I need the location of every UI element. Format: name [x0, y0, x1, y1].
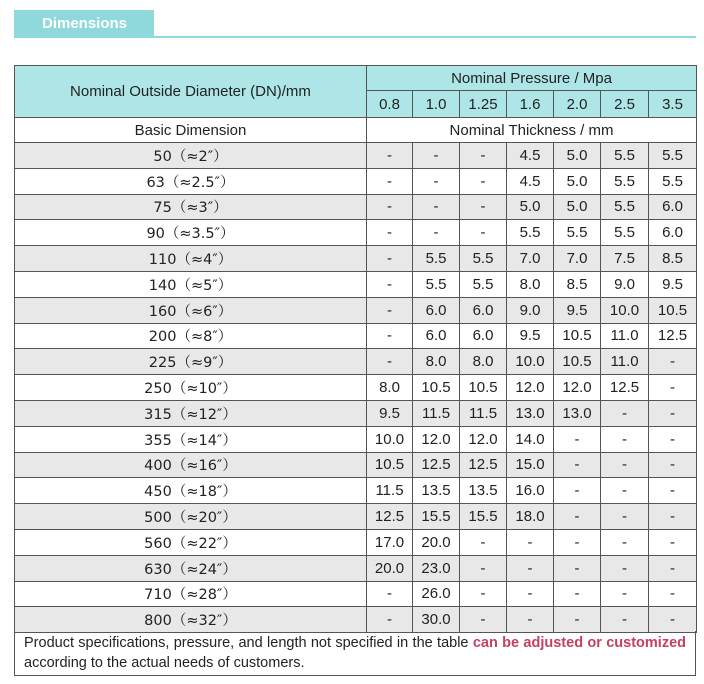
thickness-cell: - [367, 271, 413, 297]
thickness-cell: - [413, 168, 460, 194]
thickness-cell: - [507, 607, 554, 633]
section-divider [154, 36, 696, 38]
table-row [15, 581, 697, 607]
table-row [15, 375, 697, 401]
thickness-cell: 5.0 [554, 194, 601, 220]
thickness-cell: 11.5 [367, 478, 413, 504]
thickness-cell: 5.5 [601, 143, 649, 169]
thickness-cell: 5.5 [649, 168, 697, 194]
thickness-cell: - [649, 529, 697, 555]
thickness-cell: 18.0 [507, 504, 554, 530]
thickness-cell: 12.5 [413, 452, 460, 478]
section-title: Dimensions [14, 10, 154, 38]
thickness-cell: 10.5 [554, 349, 601, 375]
footnote-text: Product specifications, pressure, and length not specified in the table [24, 635, 473, 651]
dn-header: Nominal Outside Diameter (DN)/mm [15, 66, 367, 118]
pressure-cell: 1.25 [460, 91, 507, 118]
dn-cell: 355（≈14″） [15, 426, 367, 452]
thickness-cell: 12.5 [367, 504, 413, 530]
thickness-cell: - [649, 400, 697, 426]
thickness-cell: 15.5 [413, 504, 460, 530]
thickness-cell: - [649, 349, 697, 375]
thickness-cell: - [413, 194, 460, 220]
thickness-cell: 6.0 [460, 297, 507, 323]
thickness-cell: 5.0 [554, 168, 601, 194]
thickness-cell: - [367, 349, 413, 375]
thickness-cell: - [601, 426, 649, 452]
pressure-cell: 0.8 [367, 91, 413, 118]
thickness-cell: 15.0 [507, 452, 554, 478]
dn-cell: 50（≈2″） [15, 143, 367, 169]
thickness-cell: 8.0 [460, 349, 507, 375]
thickness-cell: - [460, 220, 507, 246]
dn-cell: 250（≈10″） [15, 375, 367, 401]
table-row [15, 452, 697, 478]
table-row [15, 400, 697, 426]
thickness-cell: 5.5 [460, 246, 507, 272]
thickness-cell: 14.0 [507, 426, 554, 452]
table-row [15, 271, 697, 297]
table-row [15, 504, 697, 530]
thickness-cell: 4.5 [507, 168, 554, 194]
dn-cell: 400（≈16″） [15, 452, 367, 478]
thickness-cell: - [554, 555, 601, 581]
thickness-cell: 4.5 [507, 143, 554, 169]
thickness-cell: - [460, 555, 507, 581]
footnote-text-end: according to the actual needs of customers. [24, 655, 305, 671]
thickness-cell: - [367, 581, 413, 607]
thickness-cell: - [601, 607, 649, 633]
thickness-cell: - [601, 529, 649, 555]
dn-cell: 450（≈18″） [15, 478, 367, 504]
thickness-cell: 5.5 [649, 143, 697, 169]
thickness-cell: 15.5 [460, 504, 507, 530]
table-row [15, 349, 697, 375]
thickness-cell: 6.0 [460, 323, 507, 349]
thickness-cell: 11.5 [413, 400, 460, 426]
dn-cell: 315（≈12″） [15, 400, 367, 426]
thickness-cell: 5.0 [554, 143, 601, 169]
thickness-cell: 9.5 [367, 400, 413, 426]
thickness-cell: 9.0 [507, 297, 554, 323]
thickness-cell: 5.5 [601, 194, 649, 220]
thickness-cell: - [554, 426, 601, 452]
thickness-cell: - [601, 555, 649, 581]
pressure-cell: 3.5 [649, 91, 697, 118]
thickness-cell: 9.5 [554, 297, 601, 323]
thickness-cell: - [554, 529, 601, 555]
thickness-cell: 5.5 [601, 220, 649, 246]
table-row [15, 478, 697, 504]
thickness-cell: - [601, 478, 649, 504]
table-row [15, 143, 697, 169]
thickness-cell: 26.0 [413, 581, 460, 607]
thickness-cell: - [554, 581, 601, 607]
thickness-cell: - [460, 194, 507, 220]
thickness-cell: - [367, 246, 413, 272]
thickness-cell: 8.0 [413, 349, 460, 375]
thickness-cell: - [413, 143, 460, 169]
thickness-cell: - [507, 529, 554, 555]
thickness-cell: 23.0 [413, 555, 460, 581]
table-row [15, 168, 697, 194]
thickness-cell: - [601, 504, 649, 530]
thickness-cell: 12.5 [460, 452, 507, 478]
table-row [15, 529, 697, 555]
thickness-cell: - [649, 426, 697, 452]
thickness-cell: 12.5 [649, 323, 697, 349]
thickness-cell: - [413, 220, 460, 246]
thickness-cell: 8.5 [649, 246, 697, 272]
thickness-cell: 8.5 [554, 271, 601, 297]
table-row [15, 297, 697, 323]
thickness-cell: 5.5 [554, 220, 601, 246]
basic-dimension-label: Basic Dimension [15, 118, 367, 143]
section-header [14, 10, 696, 40]
thickness-cell: 13.0 [554, 400, 601, 426]
dn-cell: 110（≈4″） [15, 246, 367, 272]
table-row [15, 607, 697, 633]
thickness-cell: 6.0 [649, 220, 697, 246]
dn-cell: 710（≈28″） [15, 581, 367, 607]
thickness-cell: - [649, 555, 697, 581]
thickness-cell: - [367, 194, 413, 220]
thickness-cell: - [367, 297, 413, 323]
thickness-cell: - [460, 143, 507, 169]
thickness-cell: 16.0 [507, 478, 554, 504]
thickness-cell: 10.5 [413, 375, 460, 401]
dn-cell: 75（≈3″） [15, 194, 367, 220]
table-row [15, 220, 697, 246]
thickness-cell: 10.0 [367, 426, 413, 452]
thickness-cell: - [554, 504, 601, 530]
table-row [15, 246, 697, 272]
thickness-cell: - [601, 400, 649, 426]
dn-cell: 90（≈3.5″） [15, 220, 367, 246]
dn-cell: 630（≈24″） [15, 555, 367, 581]
thickness-cell: - [507, 555, 554, 581]
thickness-cell: - [367, 143, 413, 169]
thickness-cell: 5.5 [413, 246, 460, 272]
thickness-cell: 13.5 [413, 478, 460, 504]
table-row [15, 323, 697, 349]
thickness-cell: 12.0 [507, 375, 554, 401]
thickness-cell: - [460, 581, 507, 607]
thickness-cell: - [649, 581, 697, 607]
thickness-cell: 13.5 [460, 478, 507, 504]
thickness-cell: 11.0 [601, 349, 649, 375]
thickness-cell: 8.0 [507, 271, 554, 297]
dn-cell: 800（≈32″） [15, 607, 367, 633]
thickness-header: Nominal Thickness / mm [367, 118, 697, 143]
pressure-cell: 1.6 [507, 91, 554, 118]
thickness-cell: 12.0 [413, 426, 460, 452]
thickness-cell: 7.5 [601, 246, 649, 272]
thickness-cell: 12.5 [601, 375, 649, 401]
thickness-cell: 13.0 [507, 400, 554, 426]
thickness-cell: - [460, 168, 507, 194]
thickness-cell: 17.0 [367, 529, 413, 555]
thickness-cell: - [367, 168, 413, 194]
thickness-cell: - [649, 504, 697, 530]
thickness-cell: 6.0 [413, 323, 460, 349]
thickness-cell: - [460, 607, 507, 633]
thickness-cell: - [460, 529, 507, 555]
thickness-cell: 11.0 [601, 323, 649, 349]
thickness-cell: 10.0 [601, 297, 649, 323]
thickness-cell: 10.0 [507, 349, 554, 375]
thickness-cell: - [554, 452, 601, 478]
pressure-cell: 1.0 [413, 91, 460, 118]
dn-cell: 225（≈9″） [15, 349, 367, 375]
thickness-cell: - [554, 607, 601, 633]
thickness-cell: 11.5 [460, 400, 507, 426]
dn-cell: 140（≈5″） [15, 271, 367, 297]
dn-cell: 500（≈20″） [15, 504, 367, 530]
thickness-cell: - [367, 607, 413, 633]
thickness-cell: 9.0 [601, 271, 649, 297]
dimensions-table [14, 65, 697, 633]
thickness-cell: - [649, 375, 697, 401]
pressure-header: Nominal Pressure / Mpa [367, 66, 697, 91]
thickness-cell: 5.5 [507, 220, 554, 246]
thickness-cell: - [554, 478, 601, 504]
thickness-cell: 9.5 [649, 271, 697, 297]
thickness-cell: - [601, 452, 649, 478]
thickness-cell: 20.0 [367, 555, 413, 581]
thickness-cell: 6.0 [413, 297, 460, 323]
thickness-cell: 7.0 [554, 246, 601, 272]
thickness-cell: 8.0 [367, 375, 413, 401]
thickness-cell: 9.5 [507, 323, 554, 349]
dn-cell: 200（≈8″） [15, 323, 367, 349]
thickness-cell: 5.0 [507, 194, 554, 220]
thickness-cell: - [367, 220, 413, 246]
thickness-cell: 10.5 [460, 375, 507, 401]
thickness-cell: 30.0 [413, 607, 460, 633]
thickness-cell: 12.0 [554, 375, 601, 401]
thickness-cell: - [507, 581, 554, 607]
thickness-cell: - [649, 478, 697, 504]
dn-cell: 160（≈6″） [15, 297, 367, 323]
thickness-cell: - [367, 323, 413, 349]
thickness-cell: 10.5 [367, 452, 413, 478]
pressure-cell: 2.0 [554, 91, 601, 118]
thickness-cell: - [649, 607, 697, 633]
thickness-cell: 5.5 [601, 168, 649, 194]
thickness-cell: 5.5 [460, 271, 507, 297]
table-row [15, 555, 697, 581]
thickness-cell: - [601, 581, 649, 607]
table-row [15, 194, 697, 220]
dn-cell: 63（≈2.5″） [15, 168, 367, 194]
thickness-cell: - [649, 452, 697, 478]
footnote-highlight: can be adjusted or customized [472, 635, 686, 651]
thickness-cell: 6.0 [649, 194, 697, 220]
thickness-cell: 5.5 [413, 271, 460, 297]
footnote [14, 631, 696, 676]
table-row [15, 426, 697, 452]
thickness-cell: 7.0 [507, 246, 554, 272]
thickness-cell: 10.5 [554, 323, 601, 349]
thickness-cell: 20.0 [413, 529, 460, 555]
dn-cell: 560（≈22″） [15, 529, 367, 555]
thickness-cell: 12.0 [460, 426, 507, 452]
pressure-cell: 2.5 [601, 91, 649, 118]
thickness-cell: 10.5 [649, 297, 697, 323]
